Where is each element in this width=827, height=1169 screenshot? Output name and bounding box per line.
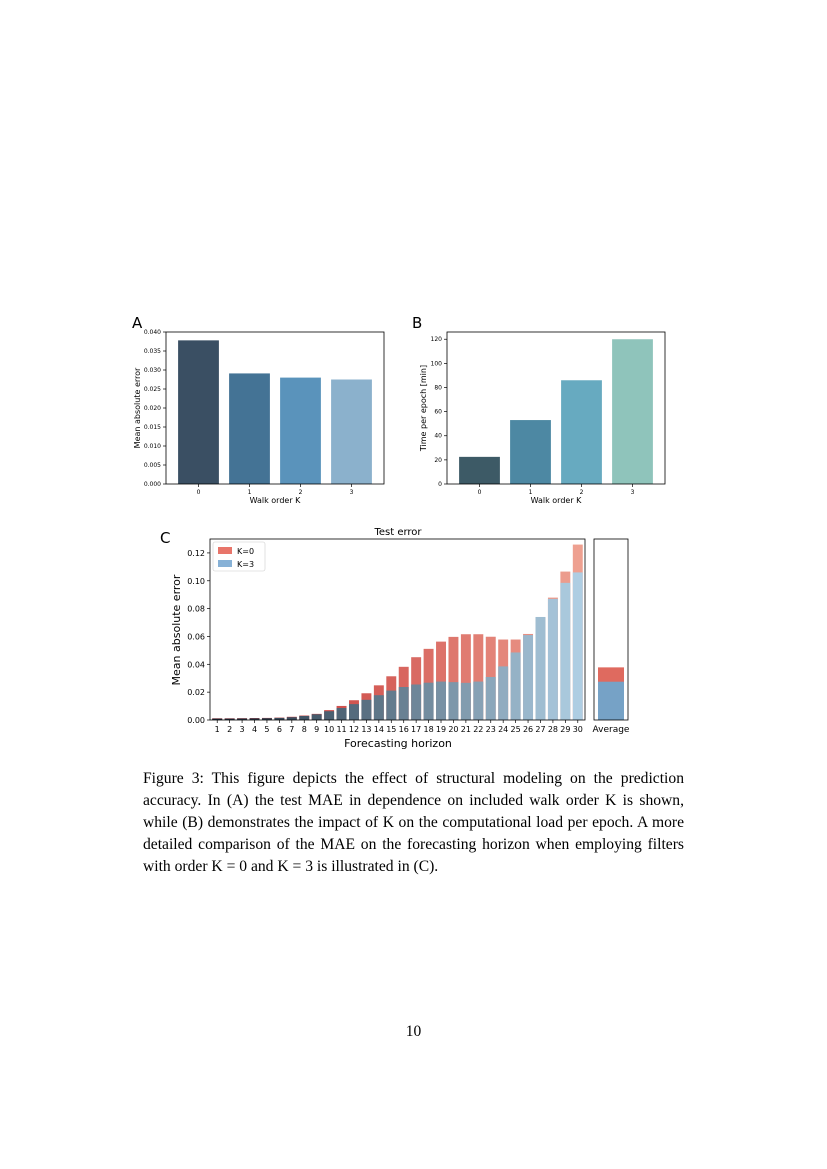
panel-c-bar-k3-h15	[386, 691, 396, 720]
panel-c-x-tick-label: 14	[373, 725, 384, 734]
panel-c-bar-k3-h24	[498, 666, 508, 720]
panel-a-y-axis-label: Mean absolute error	[133, 367, 142, 449]
panel-c-bar-k3-h16	[399, 687, 409, 720]
panel-c-x-tick-label: 23	[485, 725, 496, 734]
panel-a-y-tick-label: 0.010	[143, 443, 161, 450]
panel-c-x-tick-label: 4	[251, 725, 258, 734]
figure-caption: Figure 3: This figure depicts the effect of structural modeling on the prediction accuracy. In (A) the test MAE in dependence on included walk order K is shown, while (B) demonstrates the impact of K on the computational load per epoch. A more detailed comparison of the MAE on the forecasting horizon when employing filters with order K = 0 and K = 3 is illustrated in (C).	[143, 770, 684, 875]
panel-c-x-tick-label: 6	[276, 725, 282, 734]
panel-a-label: A	[132, 314, 143, 332]
panel-c-x-tick-label: 5	[264, 725, 270, 734]
panel-a-x-tick-label: 0	[196, 489, 201, 496]
legend-label-k0: K=0	[237, 547, 255, 556]
panel-b-y-axis-label: Time per epoch [min]	[419, 364, 428, 452]
panel-c-bar-k3-h12	[349, 704, 359, 720]
panel-c-bar-k3-h27	[536, 617, 546, 720]
panel-b-x-tick-label: 2	[579, 489, 584, 496]
panel-b-y-tick-label: 60	[434, 408, 442, 416]
panel-c-bar-k3-h26	[523, 635, 533, 720]
panel-b-y-tick-label: 100	[430, 360, 442, 368]
panel-c-bar-k3-h13	[361, 700, 371, 720]
panel-a-x-axis-label: Walk order K	[249, 496, 301, 505]
panel-a-x-tick-label: 1	[247, 489, 252, 496]
panel-c-y-tick-label: 0.02	[187, 688, 205, 698]
panel-c-x-tick-label: 20	[448, 725, 459, 734]
panel-c-bar-k3-h17	[411, 684, 421, 720]
average-tick-label: Average	[592, 725, 630, 735]
panel-c-y-tick-label: 0.08	[187, 604, 205, 614]
panel-c-x-tick-label: 29	[560, 725, 571, 734]
legend-swatch-k3	[218, 560, 232, 567]
panel-b-y-tick-label: 0	[438, 481, 442, 488]
panel-c-x-axis-label: Forecasting horizon	[344, 737, 452, 750]
panel-c-y-tick-label: 0.10	[187, 576, 205, 586]
panel-c-bar-k3-h28	[548, 599, 558, 720]
panel-b-x-tick-label: 0	[477, 489, 482, 496]
panel-c-title: Test error	[374, 527, 422, 538]
panel-a-y-tick-label: 0.025	[143, 386, 161, 393]
panel-b-bar-2	[561, 380, 602, 484]
legend-label-k3: K=3	[237, 560, 255, 569]
panel-a-y-tick-label: 0.040	[143, 329, 161, 336]
panel-c-bar-k3-h11	[337, 708, 347, 720]
panel-b-y-tick-label: 20	[434, 456, 442, 464]
panel-a-x-tick-label: 2	[298, 489, 303, 496]
panel-c-x-tick-label: 13	[361, 725, 372, 734]
panel-b-y-tick-label: 120	[430, 336, 442, 344]
panel-b-x-axis-label: Walk order K	[530, 496, 582, 505]
panel-c-bar-k3-h22	[473, 682, 483, 720]
panel-c-bar-k3-h23	[486, 677, 496, 720]
panel-c-x-tick-label: 3	[239, 725, 245, 734]
panel-c-x-tick-label: 16	[398, 725, 409, 734]
panel-b-label: B	[412, 314, 423, 332]
panel-c-x-tick-label: 17	[411, 725, 422, 734]
panel-b-x-tick-label: 1	[528, 489, 533, 496]
panel-c-bar-k3-h7	[287, 717, 297, 720]
panel-a-y-tick-label: 0.000	[143, 481, 161, 488]
panel-b-y-tick-label: 80	[434, 384, 442, 392]
panel-b-bar-0	[459, 457, 500, 484]
panel-c-x-tick-label: 26	[522, 725, 534, 734]
panel-c-x-tick-label: 25	[510, 725, 521, 734]
panel-c-y-tick-label: 0.00	[187, 716, 205, 725]
panel-c-bar-k3-h9	[312, 714, 322, 720]
panel-a-y-tick-label: 0.020	[143, 405, 161, 412]
panel-a-y-tick-label: 0.030	[143, 367, 161, 374]
panel-c-y-tick-label: 0.12	[187, 548, 205, 558]
panel-c-bar-k3-h10	[324, 711, 334, 720]
panel-c-y-tick-label: 0.06	[187, 632, 205, 642]
panel-b-bar-1	[510, 420, 551, 484]
panel-c-x-tick-label: 8	[301, 725, 307, 734]
panel-c-bar-k3-h25	[511, 652, 521, 720]
panel-c-x-tick-label: 19	[435, 725, 447, 734]
panel-c-x-tick-label: 9	[314, 725, 320, 734]
panel-c-y-tick-label: 0.04	[187, 660, 205, 670]
average-bar-k3	[598, 682, 624, 720]
panel-c-legend	[213, 542, 265, 571]
panel-a-bar-2	[280, 378, 321, 484]
panel-c-bar-k3-h18	[424, 683, 434, 720]
panel-c-bar-k3-h20	[448, 682, 458, 720]
panel-c-label: C	[160, 529, 171, 547]
panel-a-y-tick-label: 0.015	[143, 424, 161, 431]
panel-c-x-tick-label: 28	[547, 725, 559, 734]
panel-a-bar-0	[178, 340, 219, 484]
panel-c-bar-k3-h29	[560, 583, 570, 720]
panel-c-x-tick-label: 22	[473, 725, 484, 734]
panel-c-x-tick-label: 18	[423, 725, 434, 734]
panel-c-bar-k3-h8	[299, 716, 309, 720]
panel-b-x-tick-label: 3	[630, 489, 635, 496]
legend-swatch-k0	[218, 547, 232, 554]
panel-c-x-tick-label: 12	[348, 725, 360, 734]
panel-c-x-tick-label: 21	[460, 725, 471, 734]
panel-c-x-tick-label: 2	[227, 725, 233, 734]
panel-a-y-tick-label: 0.035	[143, 348, 161, 355]
panel-a-bar-1	[229, 373, 270, 484]
panel-a-y-tick-label: 0.005	[143, 462, 161, 469]
page-number: 10	[405, 1023, 422, 1040]
panel-c-x-tick-label: 27	[535, 725, 546, 734]
panel-c-x-tick-label: 11	[336, 725, 347, 734]
panel-c	[160, 527, 630, 750]
panel-c-bar-k3-h21	[461, 683, 471, 720]
panel-c-bar-k3-h19	[436, 682, 446, 720]
panel-c-bar-k3-h14	[374, 695, 384, 720]
panel-c-x-tick-label: 30	[572, 725, 583, 734]
panel-c-x-tick-label: 15	[386, 725, 397, 734]
panel-a-bar-3	[331, 380, 372, 485]
panel-c-x-tick-label: 1	[214, 725, 220, 734]
panel-c-x-tick-label: 7	[289, 725, 295, 734]
panel-c-y-axis-label: Mean absolute error	[170, 574, 183, 686]
panel-b	[412, 314, 665, 505]
panel-b-y-tick-label: 40	[434, 432, 442, 440]
panel-c-bar-k3-h30	[573, 572, 583, 720]
panel-a-x-tick-label: 3	[349, 489, 354, 496]
panel-c-x-tick-label: 24	[498, 725, 509, 734]
panel-b-bar-3	[612, 339, 653, 484]
panel-a	[132, 314, 384, 505]
panel-c-x-tick-label: 10	[324, 725, 335, 734]
